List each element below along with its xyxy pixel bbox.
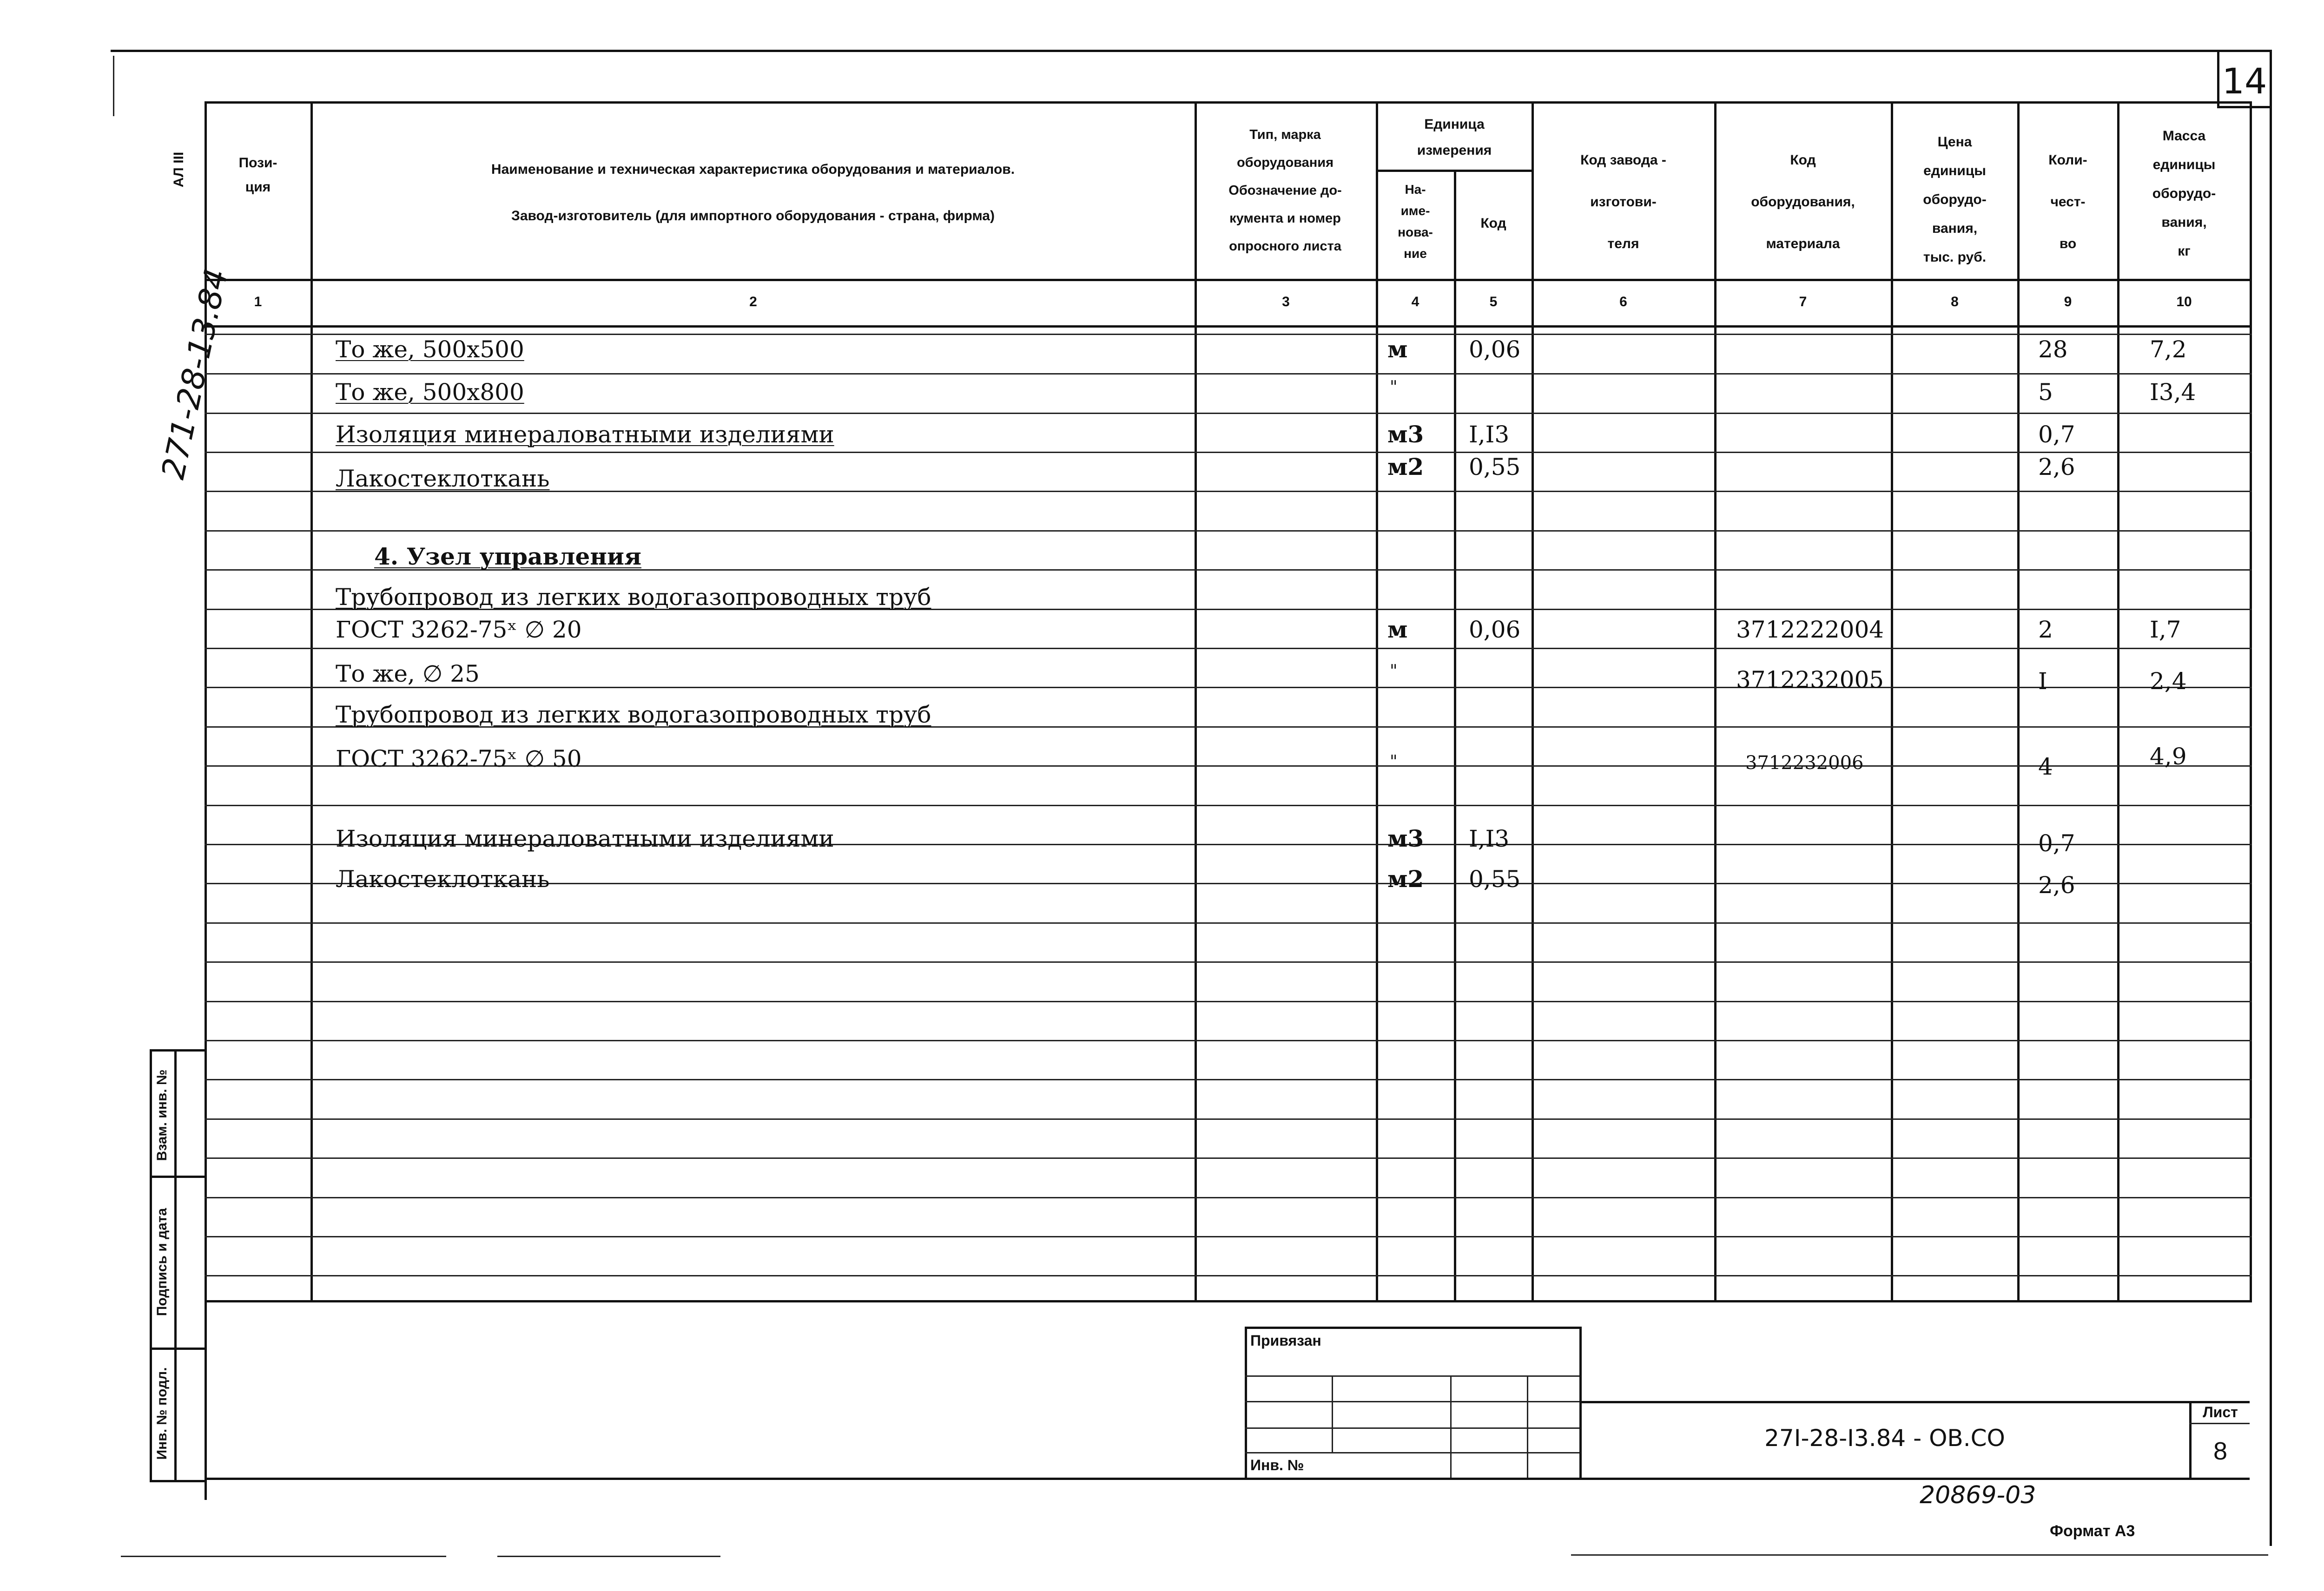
row-unit: м2 <box>1387 453 1424 480</box>
row-quantity: 5 <box>2038 379 2053 406</box>
column-number-5: 5 <box>1489 294 1498 309</box>
row-equip-code: 3712232006 <box>1745 752 1864 774</box>
title-grid-h3 <box>1245 1427 1579 1429</box>
title-grid-v2 <box>1450 1375 1452 1478</box>
frame-top-line-thin <box>111 50 2272 51</box>
title-sheet-label: Лист <box>2203 1404 2238 1420</box>
header-quantity: Коли- чест- во <box>2048 152 2087 251</box>
header-mass: Масса единицы оборудо- вания, кг <box>2152 128 2216 259</box>
header-unit-title: Единица измерения <box>1417 117 1492 158</box>
title-grid-v1 <box>1332 1375 1333 1452</box>
frame-left-tick <box>113 56 114 116</box>
row-equip-code: 3712232005 <box>1736 666 1884 693</box>
column-number-9: 9 <box>2064 294 2072 309</box>
frame-bottom-dash-3 <box>1571 1554 2268 1556</box>
table-top-line <box>205 101 2252 104</box>
row-mass: 2,4 <box>2150 668 2187 695</box>
row-unit: м3 <box>1387 825 1424 852</box>
row-unit: м3 <box>1387 421 1424 448</box>
column-number-7: 7 <box>1799 294 1807 309</box>
row-equip-code: 3712222004 <box>1736 616 1884 643</box>
frame-bottom-dash-1 <box>121 1556 446 1557</box>
row-name: Трубопровод из легких водогазопроводных труб <box>336 701 931 728</box>
row-name: Лакостеклоткань <box>336 866 550 893</box>
row-unit-code: 0,06 <box>1469 336 1521 363</box>
header-position: Пози- ция <box>238 155 277 195</box>
frame-right-line <box>2270 50 2272 1546</box>
corner-sheet-number: 14 <box>2222 60 2267 102</box>
row-mass: 4,9 <box>2150 743 2187 770</box>
archive-number: 20869-03 <box>1920 1481 2036 1509</box>
col-line-right <box>2250 101 2252 1300</box>
title-sheet-number: 8 <box>2213 1437 2228 1465</box>
row-quantity: I <box>2038 668 2047 695</box>
row-name: ГОСТ 3262-75ˣ ∅ 20 <box>336 616 582 643</box>
header-name: Наименование и техническая характеристика оборудования и материалов. Завод-изготовитель (для импортного оборудования - страна, фирма) <box>491 162 1015 224</box>
row-unit-code: 0,06 <box>1469 616 1521 643</box>
side-handwritten-number: 271-28-13.84 <box>155 265 235 483</box>
row-quantity: 28 <box>2038 336 2068 363</box>
header-type: Тип, марка оборудования Обозначение до- кумента и номер опросного листа <box>1228 127 1342 254</box>
row-mass: 7,2 <box>2150 336 2187 363</box>
header-price: Цена единицы оборудо- вания, тыс. руб. <box>1923 134 1987 265</box>
row-name: То же, 500х800 <box>336 379 524 406</box>
row-unit: " <box>1390 662 1398 681</box>
title-doc-top <box>1579 1401 2250 1403</box>
row-quantity: 0,7 <box>2038 421 2075 448</box>
row-mass: I,7 <box>2150 616 2181 643</box>
row-mass: I3,4 <box>2150 379 2196 406</box>
title-sheet-split <box>2189 1423 2250 1424</box>
format-label: Формат А3 <box>2050 1522 2135 1540</box>
row-unit-code: 0,55 <box>1469 866 1521 893</box>
table-bottom-line <box>205 1300 2252 1302</box>
title-grid-h1 <box>1245 1375 1579 1377</box>
column-number-2: 2 <box>749 294 757 309</box>
column-number-6: 6 <box>1619 294 1627 309</box>
row-quantity: 0,7 <box>2038 830 2075 857</box>
header-unit-name: На- име- нова- ние <box>1398 182 1433 261</box>
row-unit-code: 0,55 <box>1469 454 1521 480</box>
stamp-replace-inv: Взам. инв. № <box>154 1069 170 1161</box>
row-unit: м2 <box>1387 865 1424 893</box>
column-number-1: 1 <box>254 294 262 309</box>
header-unit-code: Код <box>1480 216 1506 231</box>
row-unit: м <box>1387 335 1408 363</box>
row-quantity: 2,6 <box>2038 454 2075 480</box>
row-name: Изоляция минераловатными изделиями <box>336 825 834 852</box>
row-name: То же, ∅ 25 <box>336 660 480 687</box>
row-name: То же, 500х500 <box>336 336 524 363</box>
row-name: Изоляция минераловатными изделиями <box>336 421 834 448</box>
row-name: ГОСТ 3262-75ˣ ∅ 50 <box>336 745 582 772</box>
row-name: 4. Узел управления <box>374 543 641 570</box>
column-number-3: 3 <box>1282 294 1290 309</box>
colnum-bottom-line <box>205 325 2252 328</box>
row-unit: " <box>1390 378 1398 397</box>
row-unit-code: I,I3 <box>1469 825 1510 852</box>
column-number-10: 10 <box>2176 294 2192 309</box>
title-bound-label: Привязан <box>1250 1332 1321 1349</box>
row-unit-code: I,I3 <box>1469 421 1510 448</box>
row-unit: м <box>1387 616 1408 643</box>
title-grid-v3 <box>1527 1375 1528 1478</box>
header-maker-code: Код завода - изготови- теля <box>1580 152 1666 251</box>
frame-bottom-dash-2 <box>497 1556 720 1557</box>
title-inv-label: Инв. № <box>1250 1457 1304 1473</box>
stamp-inv-orig: Инв. № подл. <box>154 1367 170 1460</box>
header-equip-code: Код оборудования, материала <box>1751 152 1855 251</box>
stamp-inner-line <box>174 1050 177 1481</box>
row-name: Трубопровод из легких водогазопроводных труб <box>336 584 931 611</box>
title-document-code: 27I-28-I3.84 - ОВ.СО <box>1764 1425 2005 1452</box>
row-quantity: 2,6 <box>2038 872 2075 899</box>
row-name: Лакостеклоткань <box>336 465 550 492</box>
column-number-4: 4 <box>1411 294 1419 309</box>
column-number-8: 8 <box>1951 294 1959 309</box>
col-line-4 <box>1454 170 1456 1300</box>
stamp-sign-date: Подпись и дата <box>154 1208 170 1316</box>
row-quantity: 4 <box>2038 753 2053 780</box>
row-unit: " <box>1390 752 1398 771</box>
row-quantity: 2 <box>2038 616 2053 643</box>
side-code: АЛ III <box>171 151 186 188</box>
title-grid-h2 <box>1245 1401 1579 1402</box>
